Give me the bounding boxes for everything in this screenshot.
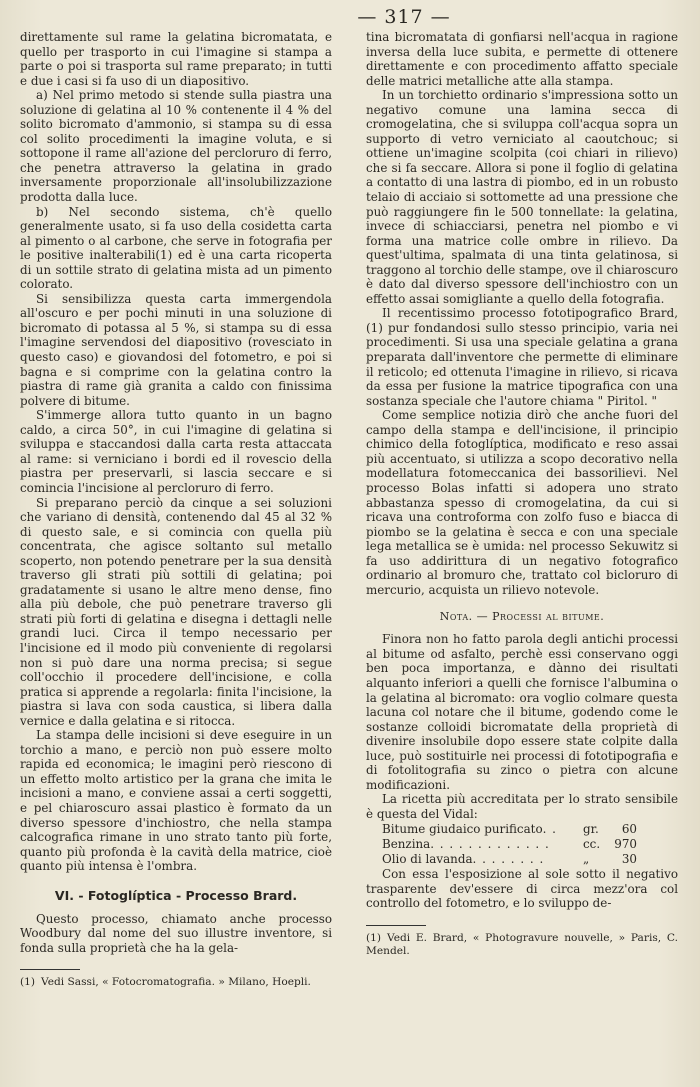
footnote-text: Vedi E. Brard, « Photogravure nouvelle, » Paris, C. Mendel. [366,931,678,957]
ingredient-unit: gr. [583,822,599,837]
right-column [366,30,678,989]
leader-dots: . . . . . . . . . . . . . [430,836,550,851]
paragraph: Come semplice notizia dirò che anche fuori del campo della stampa e dell'incisione, il principio chimico della fotoglíptica, modificato e reso assai più accentuato, si utilizza a scopo decorativo nella modellatura fotomeccanica dei bassorilievi. Nel processo Bolas infatti si adopera uno strato abbastanza spesso di cromogelatina, da cui si ricava una controforma con zolfo fuso e biacca di piombo se la gelatina è secca e con una speciale lega metallica se è umida: nel processo Sekuwitz si fa uso addirittura di un negativo fotografico ordinario al bromuro che, trattato col bicloruro di mercurio, acquista un rilievo notevole. [366,408,678,597]
ingredient-name: Benzina [382,836,431,851]
two-column-body [20,30,678,989]
paragraph: Finora non ho fatto parola degli antichi processi al bitume od asfalto, perchè essi conservano oggi ben poca importanza, e dànno dei risultati alquanto inferiori a quelli che fornisce l'albumina o la gelatina al bicromato: ora voglio colmare questa lacuna col notare che il bitume, godendo come le sostanze colloidi bicromatate della proprietà di divenire insolubile dopo essere state colpite dalla luce, può sostituirle nei processi di fototipografia e di fotolitografia su zinco o pietra con alcune modificazioni. [366,632,678,792]
ingredient-qty: 30 [621,851,637,866]
leader-dots: . . . . . . . . [472,851,545,866]
recipe-row [366,822,637,837]
footnote-mark: (1) [20,976,36,989]
leader-dots: . . [542,822,557,837]
recipe-table [366,822,678,866]
paragraph: Con essa l'esposizione al sole sotto il negativo trasparente dev'essere di circa mezz'ora col controllo del fotometro, e lo sviluppo de- [366,867,678,911]
paragraph: Si preparano perciò da cinque a sei soluzioni che variano di densità, contenendo dal 45 al 32 % di questo sale, e si comincia con quella più concentrata, che agisce soltanto sul metallo scoperto, non potendo penetrare per la sua densità traverso gli strati più sottili di gelatina; poi gradatamente si usano le altre meno dense, fino alla più debole, che può penetrare traverso gli strati più forti di gelatina e disegna i dettagli nelle grandi luci. Circa il tempo necessario per l'incisione ed il modo più conveniente di regolarsi non si può dare una norma precisa; si segue coll'occhio il procedere dell'incisione, e colla pratica si apprende a regolarla: finita l'incisione, la piastra si lava con soda caustica, si libera dalla vernice e dalla gelatina e si ritocca. [20,495,332,728]
paragraph: In un torchietto ordinario s'impressiona sotto un negativo comune una lamina secca di cromogelatina, che si sviluppa coll'acqua sopra un supporto di vetro verniciato al caoutchouc; si ottiene un'imagine scolpita (coi chiari in rilievo) che si fa seccare. Allora si pone il foglio di gelatina a contatto di una lastra di piombo, ed in un robusto telaio di acciaio si sottomette ad una pressione che può raggiungere fin le 500 tonnellate: la gelatina, invece di schiacciarsi, penetra nel piombo e vi forma una matrice colle ombre in rilievo. Da quest'ultima, spalmata di una tinta gelatinosa, si traggono al torchio delle stampe, ove il chiaroscuro è dato dal diverso spessore dell'inchiostro con un effetto assai somigliante a quello della fotografia. [366,88,678,306]
footnote-text: Vedi Sassi, « Fotocromatografia. » Milano, Hoepli. [41,976,311,989]
ingredient-name: Olio di lavanda [382,851,473,866]
left-column [20,30,332,989]
footnote [366,932,678,958]
paragraph: La stampa delle incisioni si deve eseguire in un torchio a mano, e perciò non può essere molto rapida ed economica; le imagini però riescono di un effetto molto artistico per la grana che imita le incisioni a mano, e conviene assai a certi soggetti, e pel chiaroscuro assai plastico è formato da un diverso spessore d'inchiostro, che nella stampa calcografica rimane in uno strato tanto più forte, quanto più profonda è la cavità della matrice, cioè quanto più intensa è l'ombra. [20,728,332,874]
paragraph: Si sensibilizza questa carta immergendola all'oscuro e per pochi minuti in una soluzione di bicromato di potassa al 5 %, si stampa su di essa l'imagine servendosi del diapositivo (rovesciato in questo caso) e giovandosi del fotometro, e poi si bagna e si comprime con la gelatina contro la piastra di rame già granita a caldo con finissima polvere di bitume. [20,291,332,408]
footnote [20,976,332,989]
footnote-rule [20,969,80,970]
ingredient-qty: 970 [614,836,637,851]
footnote-rule [366,925,426,926]
paragraph: S'immerge allora tutto quanto in un bagno caldo, a circa 50°, in cui l'imagine di gelatina si sviluppa e staccandosi dalla carta resta attaccata al rame: si verniciano i bordi ed il rovescio della piastra per preservarli, si lascia seccare e si comincia l'incisione al percloruro di ferro. [20,408,332,495]
page-number: — 317 — [357,6,451,28]
paragraph: La ricetta più accreditata per lo strato sensibile è questa del Vidal: [366,792,678,821]
paragraph: tina bicromatata di gonfiarsi nell'acqua in ragione inversa della luce subita, e permette di ottenere direttamente e con procedimento affatto speciale delle matrici metalliche atte alla stampa. [366,30,678,88]
nota-title: Nota. — Processi al bitume. [439,610,605,624]
paragraph: b) Nel secondo sistema, ch'è quello generalmente usato, si fa uso della cosidetta carta al pimento o al carbone, che serve in fotografia per le positive inalterabili(1) ed è una carta ricoperta di un sottile strato di gelatina mista ad un pimento colorato. [20,204,332,292]
ingredient-unit: cc. [583,836,601,851]
ingredient-qty: 60 [621,822,637,837]
recipe-row [366,852,637,867]
section-title: VI. - Fotoglíptica - Processo Brard. [54,887,298,903]
paragraph: Questo processo, chiamato anche processo Woodbury dal nome del suo illustre inventore, si fonda sulla proprietà che ha la gela- [20,911,332,955]
recipe-row [366,837,637,852]
paragraph: direttamente sul rame la gelatina bicromatata, e quello per trasporto in cui l'imagine si stampa a parte o poi si trasporta sul rame preparato; in tutti e due i casi si fa uso di un diapositivo. [20,30,332,88]
ingredient-unit: „ [583,851,590,866]
ingredient-name: Bitume giudaico purificato [382,822,543,837]
paragraph: a) Nel primo metodo si stende sulla piastra una soluzione di gelatina al 10 % contenente il 4 % del solito bicromato d'ammonio, si stampa su di essa col solito procedimenti la imagine voluta, e si sottopone il rame all'azione del percloruro di ferro, che penetra attraverso la gelatina in grado inversamente proporzionale all'insolubilizzazione prodotta dalla luce. [20,88,332,205]
paragraph: Il recentissimo processo fototipografico Brard,(1) pur fondandosi sullo stesso principio, varia nei procedimenti. Si usa una speciale gelatina a grana preparata dall'inventore che permette di eliminare il reticolo; ed ottenuta l'imagine in rilievo, si ricava da essa per fusione la matrice tipografica con una sostanza speciale che l'autore chiama " Piritol. " [366,306,678,408]
footnote-mark: (1) [366,931,382,944]
